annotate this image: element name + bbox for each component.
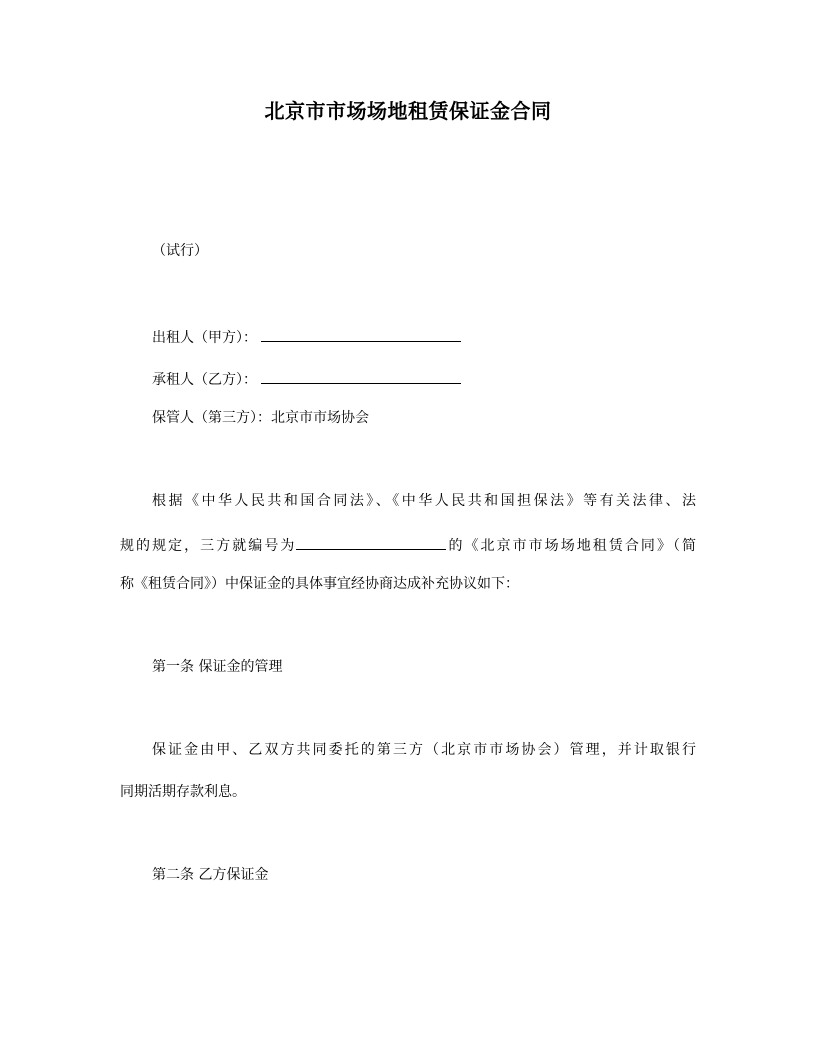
article1-heading: 第一条 保证金的管理 — [152, 659, 283, 675]
lessee-blank-field[interactable] — [261, 367, 461, 384]
intro-line-2-after: 的《北京市市场场地租赁合同》（简 — [446, 538, 697, 554]
custodian-line — [152, 408, 369, 428]
lessor-blank-field[interactable] — [261, 325, 461, 342]
article1-body-line-1: 保证金由甲、乙双方共同委托的第三方（北京市市场协会）管理，并计取银行 — [152, 742, 696, 758]
lessee-line — [152, 367, 461, 390]
custodian-value: 北京市市场协会 — [271, 410, 369, 426]
lessor-label: 出租人（甲方）： — [152, 330, 257, 346]
contract-number-blank-field[interactable] — [296, 533, 446, 550]
intro-line-2-before: 规的规定，三方就编号为 — [120, 538, 297, 554]
lessor-line — [152, 325, 461, 348]
intro-line-2 — [120, 533, 696, 556]
intro-line-1: 根据《中华人民共和国合同法》、《中华人民共和国担保法》等有关法律、法 — [152, 493, 696, 509]
intro-line-3: 称《租赁合同》）中保证金的具体事宜经协商达成补充协议如下： — [120, 576, 519, 592]
article2-heading: 第二条 乙方保证金 — [152, 867, 269, 883]
custodian-label: 保管人（第三方）： — [152, 410, 271, 426]
trial-note: （试行） — [152, 243, 208, 259]
article1-body-line-2: 同期活期存款利息。 — [120, 784, 246, 800]
lessee-label: 承租人（乙方）： — [152, 372, 257, 388]
document-title: 北京市市场场地租赁保证金合同 — [264, 99, 552, 123]
